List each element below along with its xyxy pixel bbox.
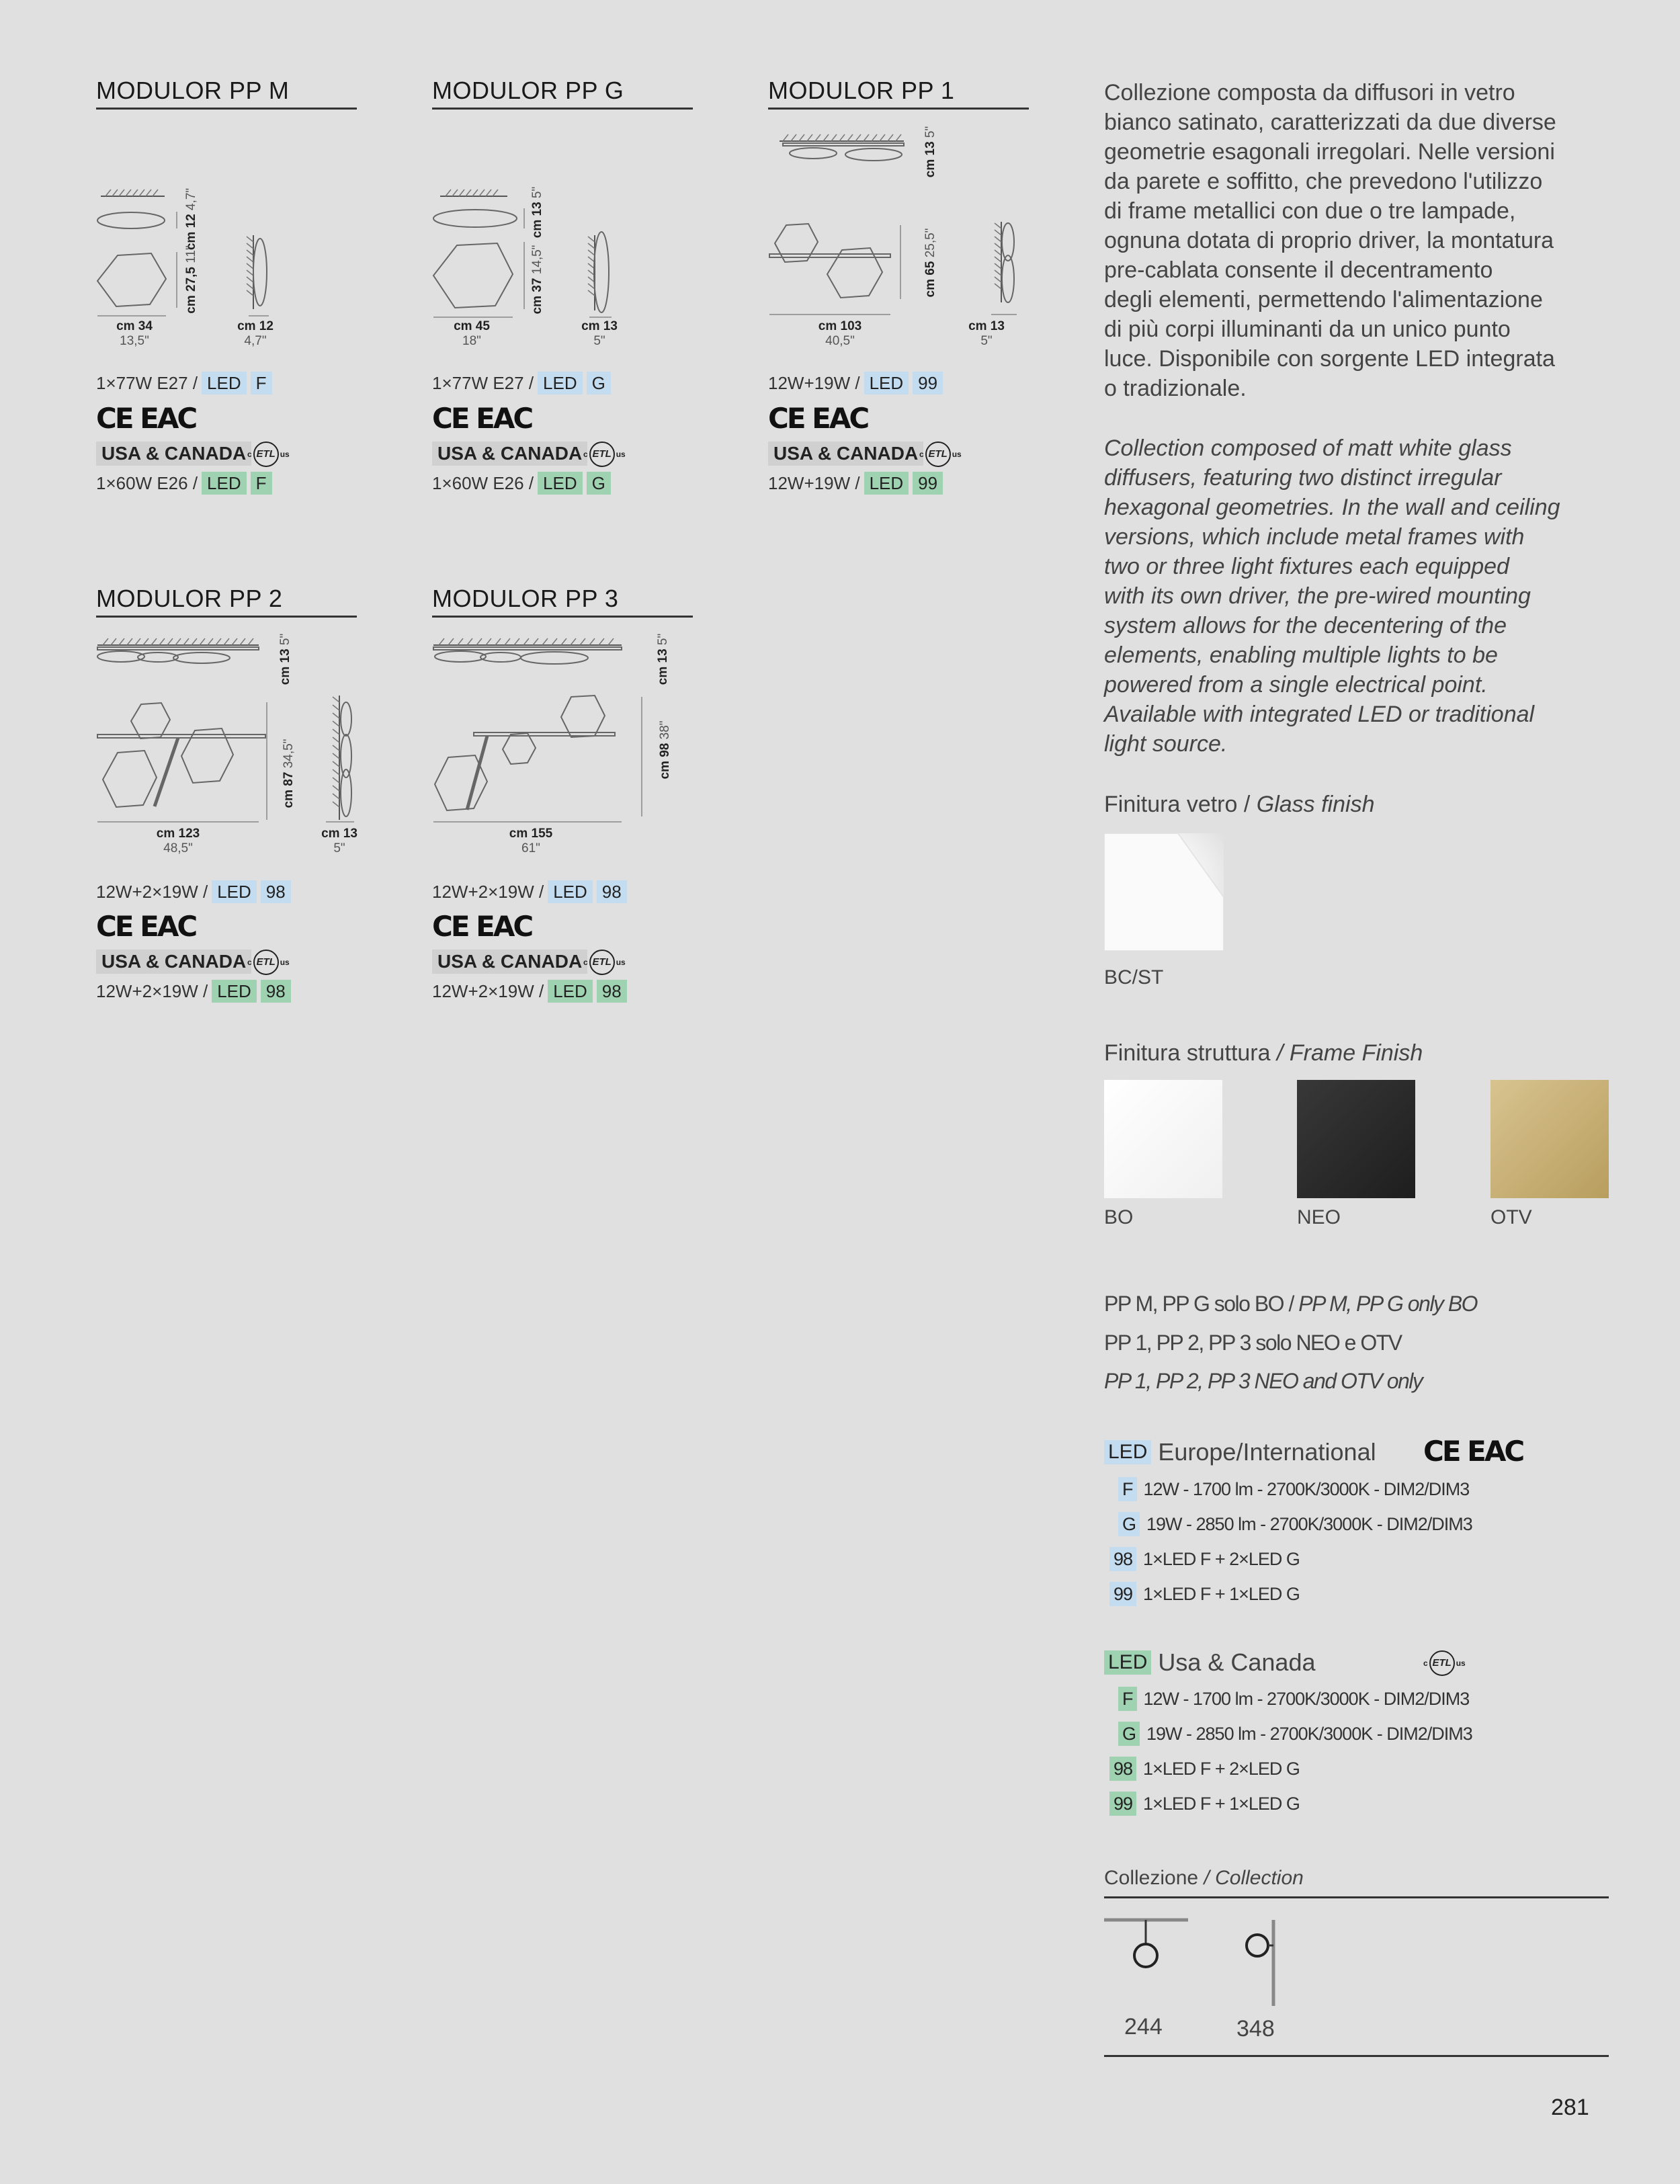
dim-width: cm 34 [116, 319, 153, 333]
dim-width-inch: 61" [521, 841, 540, 855]
cetl-mark: c ETL us [583, 442, 626, 467]
frame-swatch-otv [1490, 1080, 1609, 1198]
dim-width-inch: 48,5" [163, 841, 193, 855]
dim-height-2-inch: 38" [658, 720, 672, 740]
title-rule [432, 616, 693, 618]
spec-us-pp-m: 1×60W E26 / LED F [96, 472, 272, 495]
finish-note-2: PP 1, PP 2, PP 3 solo NEO e OTV [1104, 1331, 1402, 1355]
dim-depth-inch: 4,7" [244, 334, 267, 348]
ce-eac-mark: CE EAC [768, 402, 868, 435]
led-code: 98 [261, 880, 291, 903]
ce-eac-mark: CE EAC [96, 910, 196, 943]
cetl-mark: c ETL us [1423, 1650, 1466, 1676]
dim-height-1: cm 13 [278, 648, 292, 685]
dim-height-1: cm 13 [656, 648, 670, 685]
dim-depth: cm 12 [237, 319, 274, 333]
glass-swatch-label: BC/ST [1104, 966, 1164, 989]
dim-width: cm 103 [818, 319, 862, 333]
led-usa-row: 99 1×LED F + 1×LED G [1109, 1792, 1300, 1816]
led-code: 99 [913, 372, 943, 394]
dim-height-2: cm 37 [530, 278, 544, 314]
cetl-mark: c ETL us [247, 442, 290, 467]
spec-eu-pp-1: 12W+19W / LED 99 [768, 372, 943, 394]
spec-eu-pp-m: 1×77W E27 / LED F [96, 372, 272, 394]
collection-number-244: 244 [1124, 2014, 1163, 2040]
dim-height-1: cm 13 [923, 141, 937, 178]
led-tag: LED [202, 372, 247, 394]
dim-height-1-inch: 5" [656, 633, 670, 646]
dim-depth: cm 13 [581, 319, 618, 333]
led-europe-row: 99 1×LED F + 1×LED G [1109, 1582, 1300, 1606]
led-code: 98 [597, 980, 627, 1003]
led-code: G [587, 372, 611, 394]
title-rule [96, 108, 357, 110]
collection-rule-top [1104, 1896, 1609, 1898]
led-tag: LED [202, 472, 247, 495]
led-europe-row: G 19W - 2850 lm - 2700K/3000K - DIM2/DIM3 [1118, 1512, 1472, 1536]
led-code: G [587, 472, 611, 495]
title-rule [432, 108, 693, 110]
frame-label-bo: BO [1104, 1206, 1134, 1228]
glass-swatch-bc-st [1104, 833, 1224, 951]
led-usa-row: 98 1×LED F + 2×LED G [1109, 1757, 1300, 1781]
dim-depth: cm 13 [968, 319, 1005, 333]
led-tag: LED [538, 472, 583, 495]
finish-note-3: PP 1, PP 2, PP 3 NEO and OTV only [1104, 1369, 1423, 1393]
frame-label-otv: OTV [1490, 1206, 1532, 1228]
dim-height-2-inch: 11" [184, 245, 198, 263]
led-tag: LED [548, 980, 593, 1003]
dim-height-1-inch: 4,7" [184, 187, 198, 211]
dim-width: cm 155 [509, 827, 553, 841]
frame-swatch-neo [1297, 1080, 1415, 1198]
dim-height-2: cm 87 [282, 771, 296, 808]
product-title-pp-3: MODULOR PP 3 [432, 585, 619, 612]
dim-height-2-inch: 34,5" [282, 739, 296, 769]
ce-eac-mark: CE EAC [432, 910, 532, 943]
frame-finish-heading: Finitura struttura / Frame Finish [1104, 1040, 1423, 1066]
led-tag: LED [548, 880, 593, 903]
dim-depth-inch: 5" [333, 841, 345, 855]
dim-height-1-inch: 5" [278, 633, 292, 646]
description-italian: Collezione composta da diffusori in vetro bianco satinato, caratterizzati da due diverse geometrie esagonali irregolari. Nelle versioni da parete e soffitto, che prevedono l'utilizzo di frame metallici con due o tre lampade, ognuna dotata di proprio driver, la montatura pre-cablata consente il decentramento degli elementi, permettendo l'alimentazione di più corpi illuminanti da un unico punto luce. Disponibile con sorgente LED integrata o tradizionale. [1104, 80, 1556, 401]
led-tag: LED [864, 472, 909, 495]
cetl-mark: c ETL us [583, 950, 626, 975]
page-number: 281 [1551, 2095, 1589, 2120]
product-title-pp-g: MODULOR PP G [432, 77, 624, 104]
ce-eac-mark: CE EAC [432, 402, 532, 435]
drawing-pp-3 [427, 635, 696, 830]
spec-eu-pp-g: 1×77W E27 / LED G [432, 372, 611, 394]
dim-height-2-inch: 14,5" [530, 245, 544, 275]
finish-note-1: PP M, PP G solo BO / PP M, PP G only BO [1104, 1292, 1478, 1316]
usa-canada-label: USA & CANADA [96, 950, 251, 974]
ce-eac-mark: CE EAC [96, 402, 196, 435]
spec-eu-pp-2: 12W+2×19W / LED 98 [96, 880, 291, 903]
dim-width-inch: 13,5" [120, 334, 149, 348]
spec-eu-pp-3: 12W+2×19W / LED 98 [432, 880, 627, 903]
frame-label-neo: NEO [1297, 1206, 1341, 1228]
dim-width-inch: 18" [462, 334, 481, 348]
spec-us-pp-g: 1×60W E26 / LED G [432, 472, 611, 495]
drawing-pp-1 [763, 128, 1025, 329]
led-tag: LED [864, 372, 909, 394]
dim-height-1: cm 12 [184, 214, 198, 251]
dim-height-2-inch: 25,5" [923, 228, 937, 258]
product-title-pp-1: MODULOR PP 1 [768, 77, 955, 104]
led-code: 98 [597, 880, 627, 903]
collection-number-348: 348 [1236, 2016, 1275, 2042]
led-code: F [251, 472, 272, 495]
cetl-mark: c ETL us [247, 950, 290, 975]
collection-item-244-icon [1104, 1920, 1188, 1967]
led-tag: LED [212, 980, 257, 1003]
dim-height-1-inch: 5" [530, 186, 544, 199]
led-code: F [251, 372, 272, 394]
led-tag: LED [538, 372, 583, 394]
product-title-pp-m: MODULOR PP M [96, 77, 290, 104]
title-rule [768, 108, 1029, 110]
dim-depth-inch: 5" [980, 334, 993, 348]
collection-item-348-icon [1247, 1920, 1273, 2006]
frame-swatch-bo [1104, 1080, 1222, 1198]
cetl-mark: c ETL us [919, 442, 962, 467]
dim-height-2: cm 27,5 [184, 267, 198, 314]
usa-canada-label: USA & CANADA [768, 442, 923, 466]
dim-width-inch: 40,5" [825, 334, 855, 348]
spec-us-pp-2: 12W+2×19W / LED 98 [96, 980, 291, 1003]
usa-canada-label: USA & CANADA [432, 442, 587, 466]
led-usa-row: G 19W - 2850 lm - 2700K/3000K - DIM2/DIM3 [1118, 1722, 1472, 1746]
dim-height-2: cm 65 [923, 261, 937, 298]
collection-icons [1104, 1912, 1333, 2006]
title-rule [96, 616, 357, 618]
dim-depth: cm 13 [321, 827, 358, 841]
dim-height-2: cm 98 [658, 743, 672, 780]
usa-canada-label: USA & CANADA [432, 950, 587, 974]
spec-us-pp-1: 12W+19W / LED 99 [768, 472, 943, 495]
drawing-pp-g [427, 188, 622, 329]
usa-canada-label: USA & CANADA [96, 442, 251, 466]
dim-depth-inch: 5" [593, 334, 605, 348]
collection-rule-bottom [1104, 2055, 1609, 2057]
drawing-pp-2 [91, 635, 360, 830]
led-code: 99 [913, 472, 943, 495]
led-europe-row: F 12W - 1700 lm - 2700K/3000K - DIM2/DIM3 [1118, 1477, 1469, 1501]
dim-height-1: cm 13 [530, 202, 544, 239]
glass-swatch-shape [1104, 833, 1224, 951]
spec-us-pp-3: 12W+2×19W / LED 98 [432, 980, 627, 1003]
collection-heading: Collezione / Collection [1104, 1867, 1304, 1889]
ce-eac-mark: CE EAC [1423, 1435, 1523, 1468]
description-english: Collection composed of matt white glass diffusers, featuring two distinct irregular hexagonal geometries. In the wall and ceiling versions, which include metal frames with two or three light fixtures each equipped with its own driver, the pre-wired mounting system allows for the decentering of the elements, enabling multiple lights to be powered from a single electrical point. Available with integrated LED or traditional light source. [1104, 435, 1560, 757]
dim-height-1-inch: 5" [923, 126, 937, 138]
led-tag: LED [212, 880, 257, 903]
dim-width: cm 45 [454, 319, 490, 333]
led-europe-heading: LED Europe/International [1104, 1438, 1376, 1466]
led-code: 98 [261, 980, 291, 1003]
led-usa-row: F 12W - 1700 lm - 2700K/3000K - DIM2/DIM3 [1118, 1687, 1469, 1711]
led-europe-row: 98 1×LED F + 2×LED G [1109, 1547, 1300, 1571]
glass-finish-heading: Finitura vetro / Glass finish [1104, 792, 1375, 817]
led-usa-heading: LED Usa & Canada [1104, 1648, 1316, 1677]
product-title-pp-2: MODULOR PP 2 [96, 585, 283, 612]
dim-width: cm 123 [156, 827, 200, 841]
